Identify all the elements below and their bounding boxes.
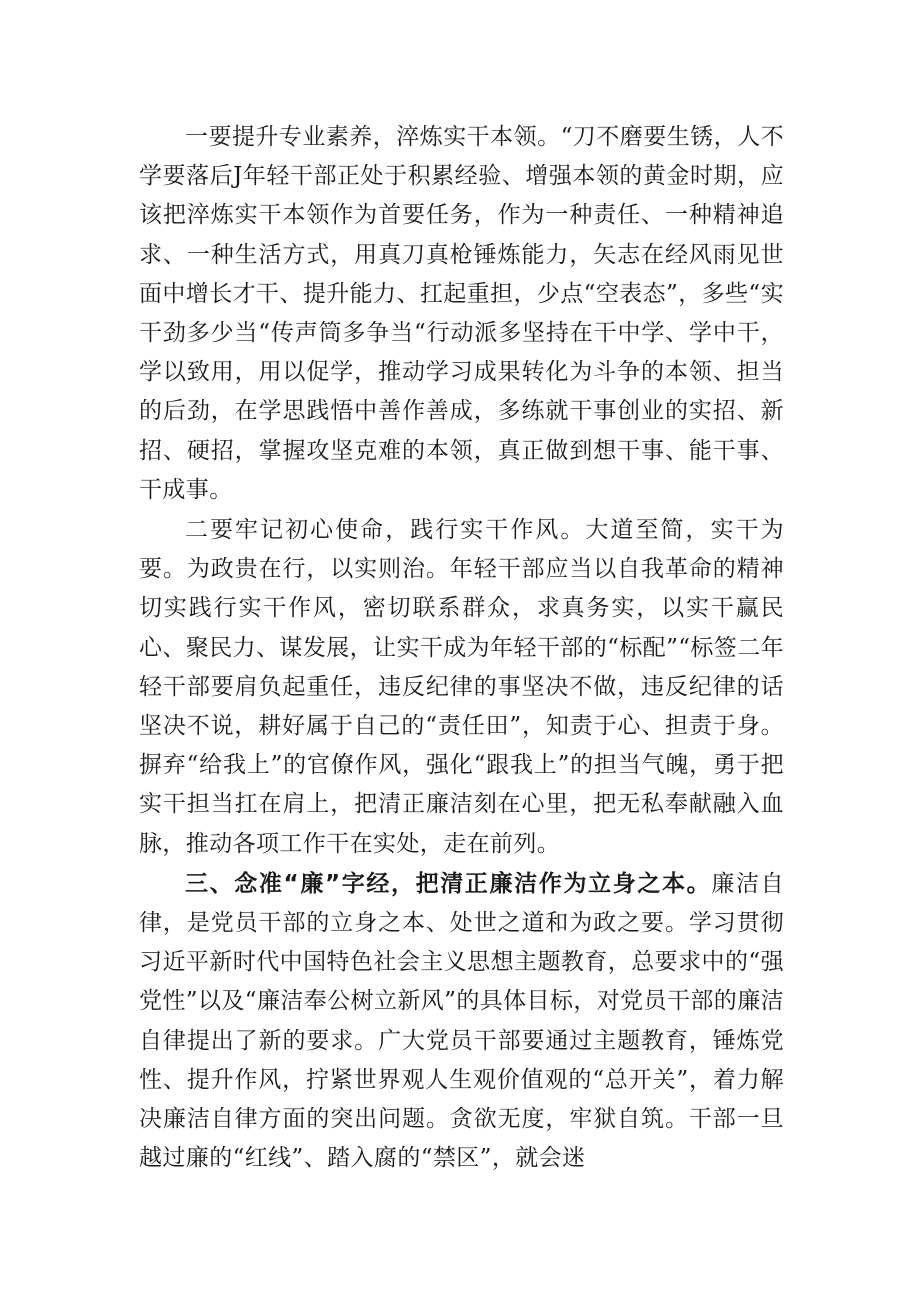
paragraph-1: [139, 118, 784, 510]
document-page: [139, 118, 784, 1178]
paragraph-1-text: 一要提升专业素养，淬炼实干本领。“刀不磨要生锈，人不学要落后J年轻干部正处于积累经验、增强本领的黄金时期，应该把淬炼实干本领作为首要任务，作为一种责任、一种精神追求、一种生活方式，用真刀真枪锤炼能力，矢志在经风雨见世面中增长才干、提升能力、扛起重担，少点“空表态”，多些“实干劲多少当“传声筒多争当“行动派多坚持在干中学、学中干，学以致用，用以促学，推动学习成果转化为斗争的本领、担当的后劲，在学思践悟中善作善成，多练就干事创业的实招、新招、硬招，掌握攻坚克难的本领，真正做到想干事、能干事、干成事。: [139, 124, 784, 503]
paragraph-2-text: 二要牢记初心使命，践行实干作风。大道至简，实干为要。为政贵在行，以实则治。年轻干部应当以自我革命的精神切实践行实干作风，密切联系群众，求真务实，以实干赢民心、聚民力、谋发展，让实干成为年轻干部的“标配”“标签二年轻干部要肩负起重任，违反纪律的事坚决不做，违反纪律的话坚决不说，耕好属于自己的“责任田”，知责于心、担责于身。摒弃“给我上”的官僚作风，强化“跟我上”的担当气魄，勇于把实干担当扛在肩上，把清正廉洁刻在心里，把无私奉献融入血脉，推动各项工作干在实处，走在前列。: [139, 517, 784, 857]
paragraph-3-text: 廉洁自律，是党员干部的立身之本、处世之道和为政之要。学习贯彻习近平新时代中国特色社会主义思想主题教育，总要求中的“强党性”以及“廉洁奉公树立新风”的具体目标，对党员干部的廉洁自律提出了新的要求。广大党员干部要通过主题教育，锤炼党性、提升作风，拧紧世界观人生观价值观的“总开关”，着力解决廉洁自律方面的突出问题。贪欲无度，牢狱自筑。干部一旦越过廉的“红线”、踏入腐的“禁区”，就会迷: [139, 870, 784, 1172]
section-heading: 三、念准“廉”字经，把清正廉洁作为立身之本。: [185, 870, 712, 897]
paragraph-2: [139, 511, 784, 864]
paragraph-3: [139, 865, 784, 1179]
